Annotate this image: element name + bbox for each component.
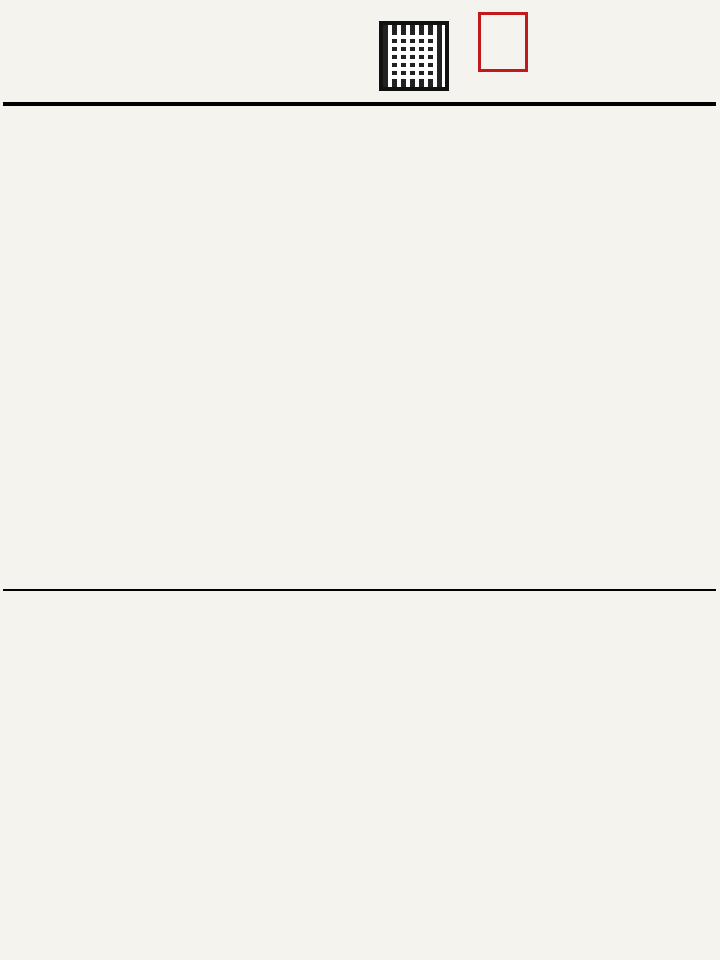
- chart-grid: [3, 102, 716, 106]
- seal-stamp: [478, 12, 528, 72]
- qr-code-icon[interactable]: [379, 21, 449, 91]
- annual-table: [3, 589, 716, 591]
